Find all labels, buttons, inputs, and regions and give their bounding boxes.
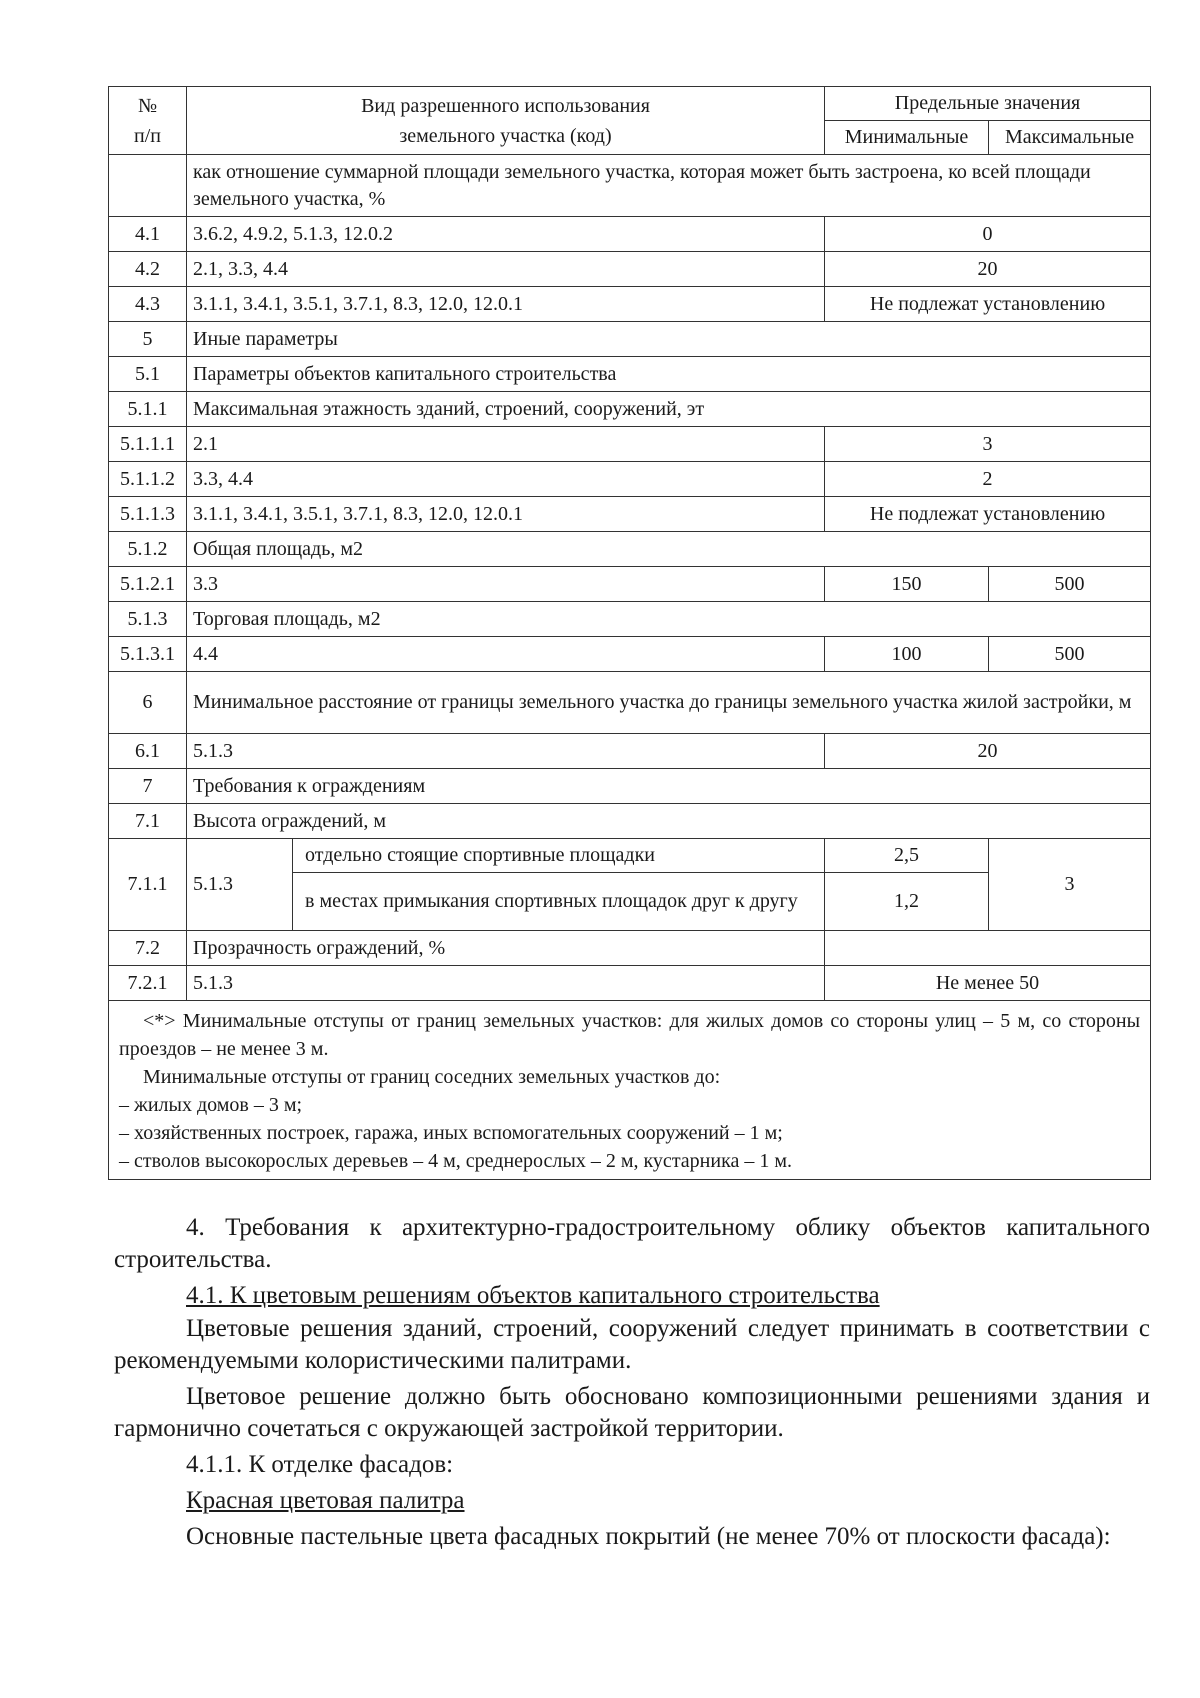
footnote-item: – хозяйственных построек, гаража, иных вспомогательных сооружений – 1 м; [119,1122,783,1144]
row-text: Требования к ограждениям [187,769,1151,804]
row-subitem: отдельно стоящие спортивные площадки [293,839,825,873]
footnote-item: – жилых домов – 3 м; [119,1094,303,1116]
table-footnote [109,1001,1151,1180]
table-row [109,931,1151,966]
row-max: 500 [989,637,1151,672]
row-num: 7.1 [109,804,187,839]
row-num: 7.2 [109,931,187,966]
row-codes: 4.4 [187,637,825,672]
table-row [109,966,1151,1001]
footnote-para: Минимальные отступы от границ соседних земельных участков до: [143,1066,721,1088]
row-text: Высота ограждений, м [187,804,1151,839]
row-num: 6 [109,672,187,734]
palette-title: Красная цветовая палитра [186,1487,465,1514]
row-value [825,931,1151,966]
row-num: 5.1.3.1 [109,637,187,672]
row-text: Прозрачность ограждений, % [187,931,825,966]
table-row [109,637,1151,672]
row-max: 500 [989,567,1151,602]
row-codes: 3.1.1, 3.4.1, 3.5.1, 3.7.1, 8.3, 12.0, 12.0.1 [187,287,825,322]
row-text: Параметры объектов капитального строительства [187,357,1151,392]
table-row [109,734,1151,769]
row-value: Не подлежат установлению [825,287,1151,322]
row-text: Максимальная этажность зданий, строений, сооружений, эт [187,392,1151,427]
row-text: Минимальное расстояние от границы земельного участка до границы земельного участка жилой застройки, м [187,672,1151,734]
row-text: Торговая площадь, м2 [187,602,1151,637]
header-max: Максимальные [989,121,1151,155]
row-num: 7.2.1 [109,966,187,1001]
body-text [114,1212,1150,1554]
row-num: 6.1 [109,734,187,769]
palette-heading [114,1485,1150,1517]
row-codes: 3.3, 4.4 [187,462,825,497]
header-limits: Предельные значения [825,87,1151,121]
row-value: 0 [825,217,1151,252]
row-codes: 5.1.3 [187,734,825,769]
table-row [109,532,1151,567]
table-note-row [109,1001,1151,1180]
row-value: 2 [825,462,1151,497]
table-row [109,672,1151,734]
header-min: Минимальные [825,121,989,155]
row-num: 5.1.3 [109,602,187,637]
table-row [109,287,1151,322]
row-codes: 3.3 [187,567,825,602]
row-codes: 3.1.1, 3.4.1, 3.5.1, 3.7.1, 8.3, 12.0, 12.0.1 [187,497,825,532]
table-header-row [109,87,1151,121]
table-row [109,217,1151,252]
row-text: как отношение суммарной площади земельного участка, которая может быть застроена, ко всей площади земельного участка, % [187,155,1151,217]
paragraph: Основные пастельные цвета фасадных покрытий (не менее 70% от плоскости фасада): [186,1523,1111,1550]
row-num: 5 [109,322,187,357]
row-value: 20 [825,252,1151,287]
row-min: 2,5 [825,839,989,873]
row-num [109,155,187,217]
table-row [109,252,1151,287]
row-min: 150 [825,567,989,602]
table-row [109,804,1151,839]
table-row [109,427,1151,462]
row-min: 1,2 [825,873,989,931]
subsection-title: 4.1. К цветовым решениям объектов капитального строительства [186,1282,880,1309]
table-row [109,602,1151,637]
row-num: 7 [109,769,187,804]
row-codes: 3.6.2, 4.9.2, 5.1.3, 12.0.2 [187,217,825,252]
row-num: 4.3 [109,287,187,322]
row-num: 4.1 [109,217,187,252]
row-subitem: в местах примыкания спортивных площадок друг к другу [293,873,825,931]
table-row [109,462,1151,497]
regulations-table [108,86,1151,1180]
row-num: 5.1.2.1 [109,567,187,602]
paragraph: Цветовые решения зданий, строений, сооружений следует принимать в соответствии с рекомендуемыми колористическими палитрами. [114,1315,1150,1374]
row-num: 5.1 [109,357,187,392]
row-codes: 5.1.3 [187,966,825,1001]
row-codes: 2.1 [187,427,825,462]
row-text: Иные параметры [187,322,1151,357]
table-row [109,769,1151,804]
row-num: 7.1.1 [109,839,187,931]
row-num: 5.1.1.3 [109,497,187,532]
row-num: 5.1.2 [109,532,187,567]
row-value: 20 [825,734,1151,769]
row-value: Не менее 50 [825,966,1151,1001]
footnote-item: – стволов высокорослых деревьев – 4 м, среднерослых – 2 м, кустарника – 1 м. [119,1150,793,1172]
row-num: 5.1.1 [109,392,187,427]
section-heading: 4. Требования к архитектурно-градостроительному облику объектов капитального строительства. [114,1214,1150,1273]
row-num: 5.1.1.1 [109,427,187,462]
table-row [109,567,1151,602]
subsection-heading [114,1280,1150,1312]
table-row [109,357,1151,392]
row-text: Общая площадь, м2 [187,532,1151,567]
header-num: № п/п [109,87,187,155]
row-num: 5.1.1.2 [109,462,187,497]
table-row [109,155,1151,217]
table-row [109,392,1151,427]
row-max: 3 [989,839,1151,931]
row-value: Не подлежат установлению [825,497,1151,532]
table-row [109,497,1151,532]
table-row [109,322,1151,357]
row-min: 100 [825,637,989,672]
row-codes: 2.1, 3.3, 4.4 [187,252,825,287]
paragraph: 4.1.1. К отделке фасадов: [186,1451,454,1478]
row-codes: 5.1.3 [187,839,293,931]
row-value: 3 [825,427,1151,462]
row-num: 4.2 [109,252,187,287]
paragraph: Цветовое решение должно быть обосновано композиционными решениями здания и гармонично сочетаться с окружающей застройкой территории. [114,1383,1150,1442]
footnote-para: <*> Минимальные отступы от границ земельных участков: для жилых домов со стороны улиц – 5 м, со стороны проездов – не менее 3 м. [119,1010,1141,1060]
header-kind: Вид разрешенного использования земельного участка (код) [187,87,825,155]
table-row [109,839,1151,873]
